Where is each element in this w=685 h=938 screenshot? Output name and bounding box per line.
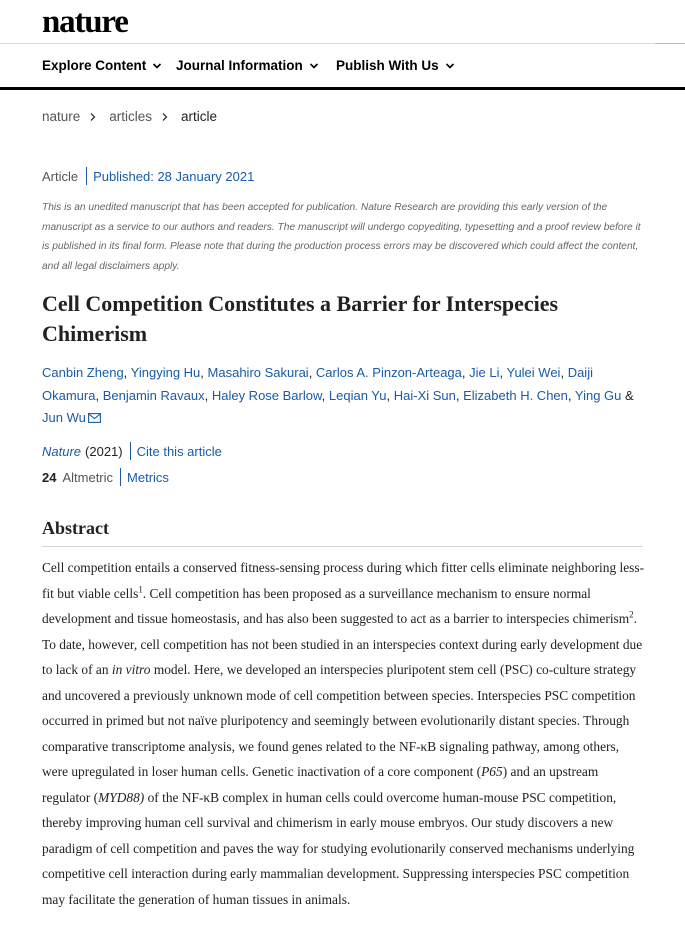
cite-this-article-link[interactable]: Cite this article [136, 443, 222, 459]
abstract-heading: Abstract [42, 518, 109, 538]
journal-link[interactable]: Nature [42, 443, 82, 459]
published-date: Published: 28 January 2021 [93, 168, 255, 184]
author-separator: , [499, 365, 507, 380]
mail-icon[interactable] [88, 413, 101, 423]
metrics-line [42, 468, 169, 486]
meta-divider [86, 167, 87, 185]
abstract-segment: P65 [481, 764, 503, 779]
breadcrumb [42, 109, 217, 124]
author-separator: , [308, 365, 316, 380]
author-separator: , [461, 365, 470, 380]
abstract-segment: MYD88) [98, 789, 145, 805]
nav-label: Publish With Us [336, 58, 439, 73]
author-separator: , [455, 387, 464, 403]
breadcrumb-articles[interactable]: articles [109, 109, 153, 124]
author-link[interactable]: Jie Li [469, 365, 500, 380]
author-link[interactable]: Ying Gu [574, 387, 622, 403]
abstract-divider [42, 546, 643, 547]
author-link[interactable]: Jun Wu [42, 410, 101, 425]
reference-superscript[interactable]: 2 [629, 609, 634, 620]
altmetric-count: 24 [42, 469, 57, 485]
cite-divider [130, 442, 131, 460]
site-header [0, 0, 685, 44]
chevron-right-icon [89, 112, 97, 122]
abstract-segment: of the NF-κB complex in human cells could overcome human-mouse PSC competition, thereby improving human cell survival and chimerism in early mouse embryos. Our study discovers a new paradigm of cell competition and paves the way for studying evolutionarily conserved mechanisms underlying competitive cell interaction during early mammalian development. Suppressing interspecies PSC competition may facilitate the generation of human tissues in animals. [42, 789, 635, 907]
author-link[interactable]: Hai-Xi Sun [393, 387, 456, 403]
author-separator: , [95, 387, 103, 403]
citation-line [42, 442, 222, 460]
author-link[interactable]: Yingying Hu [130, 365, 201, 380]
abstract-segment: ) and an upstream regulator ( [42, 764, 599, 805]
author-separator: & [621, 387, 634, 403]
abstract-segment: in vitro [111, 662, 151, 677]
publication-year: (2021) [85, 443, 123, 459]
chevron-right-icon [161, 112, 169, 122]
author-separator: , [123, 365, 131, 380]
author-link[interactable]: Carlos A. Pinzon-Arteaga [315, 365, 462, 380]
author-link[interactable]: Yulei Wei [506, 365, 561, 380]
article-title: Cell Competition Constitutes a Barrier for Interspecies Chimerism [42, 291, 559, 346]
nav-label: Journal Information [176, 58, 303, 73]
chevron-down-icon [152, 61, 162, 71]
author-separator: , [200, 365, 208, 380]
chevron-down-icon [445, 61, 455, 71]
author-separator: , [560, 365, 568, 380]
abstract-text [42, 555, 648, 912]
author-link[interactable]: Elizabeth H. Chen [463, 387, 568, 403]
nature-logo[interactable]: nature [42, 4, 128, 40]
author-separator: , [321, 387, 329, 403]
breadcrumb-nature[interactable]: nature [42, 109, 81, 124]
article-type: Article [42, 168, 79, 184]
author-link[interactable]: Masahiro Sakurai [207, 365, 309, 380]
reference-superscript[interactable]: 1 [138, 584, 143, 595]
author-separator: , [567, 387, 575, 403]
metrics-link[interactable]: Metrics [127, 469, 169, 485]
unedited-manuscript-notice: This is an unedited manuscript that has been accepted for publication. Nature Research are providing this early version of the manuscript as a service to our authors and readers. The manuscript will undergo copyediting, typesetting and a proof review before it is published in its final form. Please note that during the production process errors may be discovered which could affect the content, and all legal disclaimers apply. [42, 202, 641, 272]
author-separator: , [386, 387, 394, 403]
nav-journal-information[interactable] [176, 58, 319, 73]
nav-publish-with-us[interactable] [336, 58, 455, 73]
author-link[interactable]: Leqian Yu [328, 387, 387, 403]
abstract-segment: model. Here, we developed an interspecies pluripotent stem cell (PSC) co-culture strategy and uncovered a previously unknown mode of cell competition between species. Interspecies PSC competition occurred in primed but not naïve pluripotency and seemingly between evolutionarily distant species. Through comparative transcriptome analysis, we found genes related to the NF-κB signaling pathway, among others, were upregulated in loser human cells. Genetic inactivation of a core component ( [42, 662, 637, 779]
chevron-down-icon [309, 61, 319, 71]
abstract-segment: . To date, however, cell competition has not been studied in an interspecies context during early development due to lack of an [42, 611, 643, 677]
author-separator: , [204, 387, 212, 403]
altmetric-label: Altmetric [62, 469, 114, 485]
abstract-segment: Cell competition entails a conserved fitness-sensing process during which fitter cells eliminate neighboring less-fit but viable cells [42, 560, 645, 601]
author-link[interactable]: Daiji Okamura [42, 365, 593, 403]
abstract-segment: . Cell competition has been proposed as a surveillance mechanism to ensure normal development and tissue homeostasis, and has also been suggested to act as a barrier to interspecies chimerism [42, 585, 630, 626]
nav-explore-content[interactable] [42, 58, 162, 73]
author-link[interactable]: Canbin Zheng [42, 365, 124, 380]
nav-label: Explore Content [42, 58, 147, 73]
metrics-divider [120, 468, 121, 486]
breadcrumb-article: article [181, 109, 218, 124]
author-list [42, 362, 647, 430]
author-link[interactable]: Haley Rose Barlow [211, 387, 322, 403]
article-meta [42, 167, 254, 185]
author-link[interactable]: Benjamin Ravaux [102, 387, 205, 403]
main-nav [0, 44, 685, 90]
